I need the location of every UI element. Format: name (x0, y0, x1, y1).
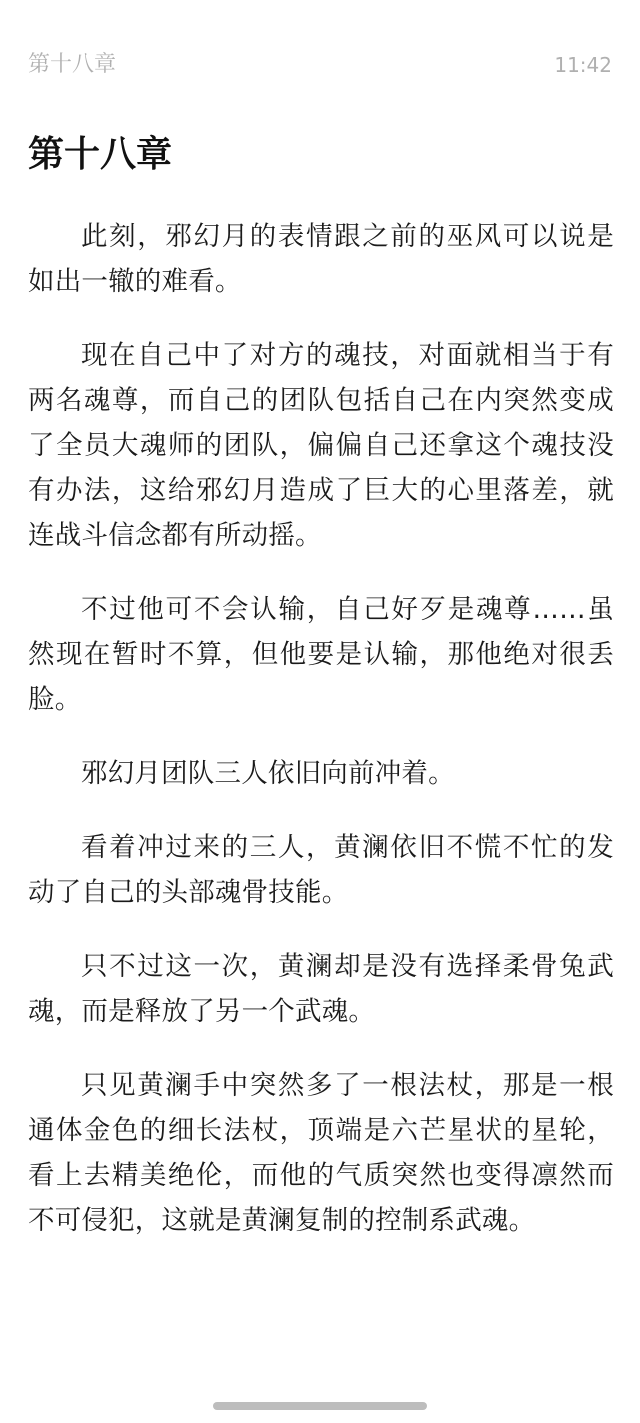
chapter-title: 第十八章 (28, 134, 173, 175)
chapter-content[interactable] (28, 214, 614, 1272)
home-indicator-bar[interactable] (213, 1402, 427, 1410)
paragraph: 邪幻月团队三人依旧向前冲着。 (81, 758, 455, 789)
paragraph: 看着冲过来的三人，黄澜依旧不慌不忙的发动了自己的头部魂骨技能。 (28, 832, 614, 908)
reader-status-bar (0, 0, 640, 130)
clock-time: 11:42 (554, 53, 612, 77)
paragraph: 只不过这一次，黄澜却是没有选择柔骨兔武魂，而是释放了另一个武魂。 (28, 951, 614, 1027)
paragraph: 此刻，邪幻月的表情跟之前的巫风可以说是如出一辙的难看。 (28, 221, 614, 297)
paragraph: 现在自己中了对方的魂技，对面就相当于有两名魂尊，而自己的团队包括自己在内突然变成了全员大魂师的团队，偏偏自己还拿这个魂技没有办法，这给邪幻月造成了巨大的心里落差，就连战斗信念都有所动摇。 (28, 340, 614, 551)
paragraph: 不过他可不会认输，自己好歹是魂尊……虽然现在暂时不算，但他要是认输，那他绝对很丢脸。 (28, 594, 614, 715)
current-chapter-label: 第十八章 (28, 52, 117, 77)
paragraph: 只见黄澜手中突然多了一根法杖，那是一根通体金色的细长法杖，顶端是六芒星状的星轮，看上去精美绝伦，而他的气质突然也变得凛然而不可侵犯，这就是黄澜复制的控制系武魂。 (28, 1070, 614, 1236)
